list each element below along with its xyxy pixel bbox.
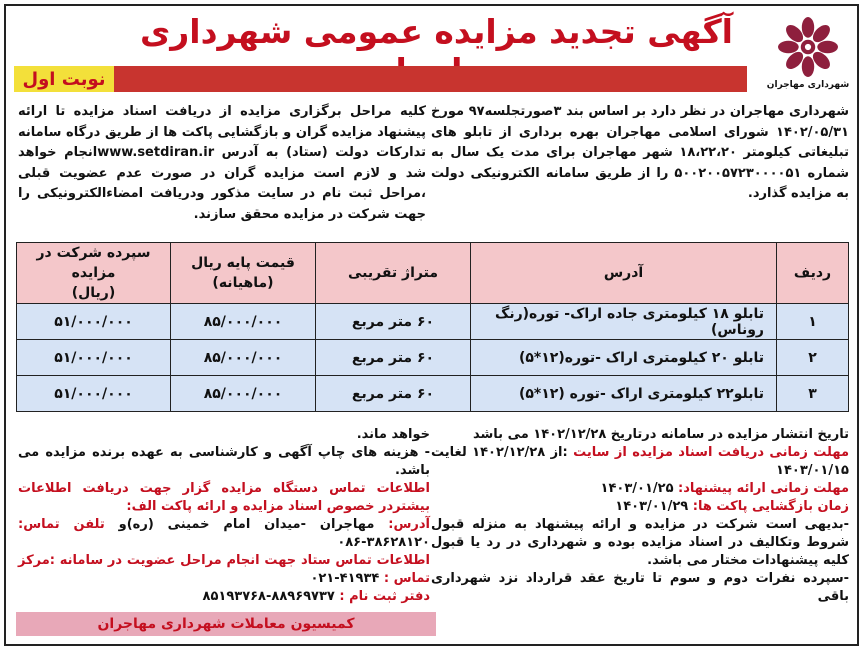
cell-deposit: ۵۱/۰۰۰/۰۰۰	[17, 340, 171, 376]
schedule-section	[431, 426, 849, 606]
header-base-price-line2: (ماهیانه)	[212, 275, 274, 291]
municipality-logo	[765, 10, 851, 96]
phone-label: تلفن تماس:	[18, 517, 105, 532]
opening-date	[431, 498, 849, 516]
page-title: آگهی تجدید مزایده عمومی شهرداری	[140, 12, 733, 51]
cell-deposit: ۵۱/۰۰۰/۰۰۰	[17, 376, 171, 412]
contact-section	[18, 426, 430, 606]
terms-note: -بدیهی است شرکت در مزایده و ارائه پیشنهاد به منزله قبول شروط وتکالیف در اسناد مزایده بوده و شهرداری در رد یا قبول کلیه پیشنهادات مختار می باشد.	[431, 517, 849, 568]
intro-paragraph-left: کلیه مراحل برگزاری مزایده از دریافت اسناد مزایده تا ارائه پیشنهاد مزایده گران و بازگشایی پاکت ها از طریق درگاه سامانه تدارکات دولت (ستاد) به آدرس www.setdiran.irانجام خواهد شد و لازم است مزایده گران در صورت عدم عضویت قبلی ،مراحل ثبت نام در سایت مذکور ودریافت امضاءالکترونیکی را جهت شرکت در مزایده محقق سازند.	[18, 104, 427, 222]
header-deposit-line2: (ریال)	[71, 285, 116, 301]
flower-emblem-icon	[777, 16, 839, 78]
cell-address: تابلو۲۲ کیلومتری اراک -توره (۱۲*۵)	[471, 376, 777, 412]
cell-base-price: ۸۵/۰۰۰/۰۰۰	[171, 376, 316, 412]
table-row	[17, 304, 849, 340]
setad-contact	[18, 552, 430, 588]
setad-heading: اطلاعات تماس ستاد جهت انجام مراحل عضویت در سامانه :مرکز تماس :	[18, 553, 430, 586]
address-value: مهاجران -میدان امام خمینی (ره)و	[118, 517, 375, 532]
round-badge: نوبت اول	[14, 66, 114, 92]
cell-row-number: ۳	[777, 376, 849, 412]
table-row	[17, 376, 849, 412]
header-row-number: ردیف	[777, 243, 849, 304]
cell-area: ۶۰ متر مربع	[316, 376, 471, 412]
document-deadline-label: مهلت زمانی دریافت اسناد مزایده از سایت	[573, 445, 849, 460]
header-area: متراژ تقریبی	[316, 243, 471, 304]
document-deadline	[431, 444, 849, 480]
registration-office	[18, 588, 430, 606]
offer-deadline-label: مهلت زمانی ارائه پیشنهاد:	[678, 481, 849, 496]
address-label: آدرس:	[388, 517, 431, 532]
table-header-row	[17, 243, 849, 304]
cost-note: - هزینه های چاپ آگهی و کارشناسی به عهده برنده مزایده می باشد.	[18, 445, 430, 478]
cell-area: ۶۰ متر مربع	[316, 304, 471, 340]
deposit-note: -سپرده نفرات دوم و سوم تا تاریخ عقد قرارداد نزد شهرداری باقی	[431, 571, 849, 604]
offer-deadline	[431, 480, 849, 498]
publish-date-text: تاریخ انتشار مزایده در سامانه درتاریخ ۱۴۰۲/۱۲/۲۸ می باشد	[472, 427, 849, 442]
cell-row-number: ۲	[777, 340, 849, 376]
cell-address: تابلو ۱۸ کیلومتری جاده اراک- توره(رنگ روناس)	[471, 304, 777, 340]
cell-deposit: ۵۱/۰۰۰/۰۰۰	[17, 304, 171, 340]
phone-value: ۰۸۶-۳۸۶۲۸۱۲۰	[337, 535, 430, 550]
title-bar	[14, 66, 747, 92]
contact-heading: اطلاعات تماس دستگاه مزایده گزار جهت دریافت اطلاعات بیشتردر خصوص اسناد مزایده و ارائه پاکت الف:	[18, 481, 430, 514]
header-deposit	[17, 243, 171, 304]
registration-label: دفتر ثبت نام :	[339, 589, 430, 604]
table-row	[17, 340, 849, 376]
intro-paragraph-right: شهرداری مهاجران در نظر دارد بر اساس بند ۳صورتجلسه۹۷ مورخ ۱۴۰۲/۰۵/۳۱ شورای اسلامی مهاجران بهره برداری از تابلو های تبلیغاتی کیلومتر ۱۸،۲۲،۲۰ شهر مهاجران برای مدت یک سال به شماره ۵۰۰۲۰۰۵۷۲۳۰۰۰۰۵۱ را از طریق سامانه الکترونیکی دولت به مزایده گذارد.	[431, 104, 849, 201]
opening-date-value: ۱۴۰۳/۰۱/۲۹	[615, 499, 689, 514]
deposit-note-continued: خواهد ماند.	[356, 427, 430, 442]
signature-bar: کمیسیون معاملات شهرداری مهاجران	[16, 612, 436, 636]
header-deposit-line1: سپرده شرکت در مزایده	[36, 245, 151, 281]
header-base-price-line1: قیمت پایه ریال	[191, 255, 295, 271]
header-base-price	[171, 243, 316, 304]
opening-date-label: زمان بازگشایی پاکت ها:	[692, 499, 849, 514]
items-table	[16, 242, 849, 412]
cell-base-price: ۸۵/۰۰۰/۰۰۰	[171, 304, 316, 340]
registration-value: ۸۵۱۹۳۷۶۸-۸۸۹۶۹۷۳۷	[202, 589, 335, 604]
cell-area: ۶۰ متر مربع	[316, 340, 471, 376]
cell-address: تابلو ۲۰ کیلومتری اراک -توره(۱۲*۵)	[471, 340, 777, 376]
offer-deadline-value: ۱۴۰۳/۰۱/۲۵	[600, 481, 674, 496]
document-deadline-value: :از ۱۴۰۲/۱۲/۲۸ لغایت ۱۴۰۳/۰۱/۱۵	[431, 445, 849, 478]
setad-phone-value: ۰۲۱-۴۱۹۳۴	[310, 571, 380, 586]
cell-row-number: ۱	[777, 304, 849, 340]
header-address: آدرس	[471, 243, 777, 304]
cell-base-price: ۸۵/۰۰۰/۰۰۰	[171, 340, 316, 376]
contact-address	[18, 516, 430, 552]
logo-caption: شهرداری مهاجران	[766, 80, 850, 90]
advertisement-frame	[4, 4, 859, 646]
